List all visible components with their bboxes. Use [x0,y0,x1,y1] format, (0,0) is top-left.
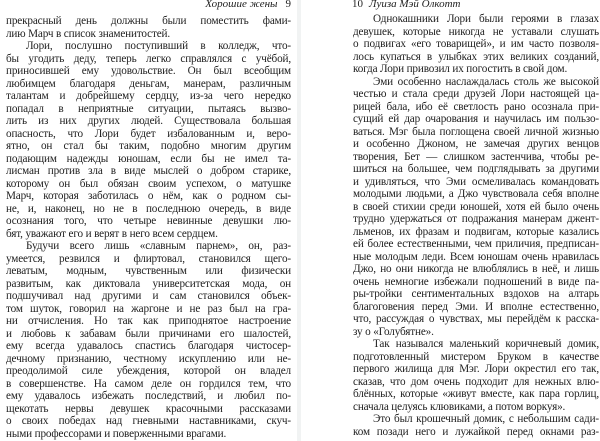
text-line: приносившей ему удовольствие. Он был всеобщим [6,65,291,77]
text-line: благоговения перед Эми. И вполне естественно, [353,300,599,313]
text-line: дечному признанию, честному искуплению или не- [6,352,291,365]
text-line: сначала целуясь клювиками, а потом воркуя». [353,400,566,413]
text-line: преодолимой силе убеждения, которой он владел [6,365,291,377]
text-line: сказав, что дом очень подходит для нежных влю- [353,375,599,388]
text-line: блённых, которые «живут вместе, как пара горлиц, [353,388,599,400]
text-line: ей более естественными, чем приличия, предписан- [353,238,599,250]
text-line: творения, Бет — слишком застенчива, чтобы ре- [353,150,599,163]
text-line: и особенно Джоном, не замечая других венцов [353,138,599,150]
text-line: и любовь к забавам были причинами его шалостей, [6,327,291,340]
text-line: попадал в неприятные ситуации, пытаясь вызво- [6,102,291,115]
text-line: зу о «Голубятне». [353,325,434,338]
page-gutter [297,0,301,441]
text-line: ему всегда удавалось спастись благодаря чистосер- [6,340,291,352]
text-line: Лори, послушно поступивший в колледж, что- [26,40,291,52]
text-line: Будучи всего лишь «славным парнем», он, раз- [26,240,291,252]
text-line: девушек, которые никогда не уставали слушать [353,25,599,38]
text-line: и удивляться, что Эми осмеливалась командовать [353,175,599,188]
text-line: в совершенстве. На самом деле он гордился тем, что [6,377,291,390]
text-line: подающим надежды юношам, если бы не имел та- [6,152,291,165]
text-line: Эми особенно наслаждалась столь же высокой [373,75,599,88]
text-line: лось купаться в улыбках этих великих созданий, [353,50,599,63]
text-line: ными профессорами и поверженными врагами. [6,427,227,440]
right-page-header [352,0,461,10]
text-line: леватым, модным, чувственным или физически [6,265,291,277]
page-number: 9 [285,0,291,10]
text-line: молодыми людьми, а Джо чувствовала себя вполне [353,188,599,200]
text-line: о своих победах над гневными наставниками, скуч- [6,415,291,427]
text-line: ры-тройки сентиментальных вздохов на алтарь [353,288,599,300]
text-line: очень немногие избежали подношений в виде па- [353,275,599,288]
text-line: бы угодить деду, теперь легко справлялся с учёбой, [6,52,291,65]
text-line: лить из них других людей. Существовала большая [6,115,291,127]
text-line: лию Марч в список знаменитостей. [6,27,170,40]
text-line: лисман против зла в виде мыслей о добром старике, [6,165,291,177]
text-line: в своей стихии среди юношей, хотя ей было очень [353,200,599,213]
text-line: льменов, их фразам и подвигам, которые казались [353,225,599,238]
text-line: когда Лори привозил их погостить в свой дом. [353,63,568,75]
text-line: любимцем благодаря деньгам, манерам, различным [6,77,291,90]
text-line: подшучивал над другими и сам становился объек- [6,290,291,302]
text-line: умеется, резвился и флиртовал, становился щего- [6,252,291,265]
right-page-body [353,13,599,438]
text-line: подготовленный мистером Бруком в качестве [353,350,599,363]
text-line: ком позади него и лужайкой перед окнами раз- [353,425,599,438]
text-line: которому он был обязан своим успехом, о матушке [6,177,291,190]
text-line: Так назывался маленький коричневый домик, [373,338,599,350]
left-page-header [205,0,291,10]
running-head: Луиза Мэй Олкотт [369,0,461,10]
running-head: Хорошие жены [205,0,278,10]
text-line: ятно, он стал бы таким, подобно многим другим [6,140,291,152]
text-line: Марч, которая заботилась о нём, как о родном сы- [6,190,291,202]
text-line: сущий ей дар очарования и научилась им пользо- [353,113,599,125]
text-line: честью и стала среди друзей Лори настоящей ца- [353,88,599,100]
left-page-body [6,15,291,440]
text-line: о подвигах «его товарищей», и им часто позволя- [353,38,599,50]
text-line: не, и, наконец, но не в последнюю очередь, в виде [6,202,291,215]
text-line: опасность, что Лори будет избалованным и, веро- [6,127,291,140]
text-line: бят, уважают его и верят в него всем сердцем. [6,227,218,240]
text-line: Джо, но они никогда не влюблялись в неё, и лишь [353,263,599,275]
text-line: первого жилища для Мэг. Лори окрестил его так, [353,363,599,375]
text-line: том шуток, говорил на жаргоне и не раз был на гра- [6,302,291,315]
text-line: Однокашники Лори были героями в глазах [373,13,599,25]
text-line: осознания того, что четыре невинные девушки лю- [6,215,291,227]
text-line: ему удавалось избежать последствий, и любил по- [6,390,291,402]
text-line: талантам и добрейшему сердцу, из-за чего нередко [6,90,291,102]
text-line: развитым, как диктовала университетская мода, он [6,277,291,290]
text-line: Это был крошечный домик, с небольшим сади- [373,413,599,425]
text-line: что, рассуждая о чувствах, мы перейдём к расска- [353,313,599,325]
text-line: ваться. Мэг была поглощена своей личной жизнью [353,125,599,138]
text-line: трудно удержаться от подражания манерам джент- [353,213,599,225]
text-line: шиться на большее, чем подглядывать за другими [353,163,599,175]
text-line: прекрасный день должны были поместить фами- [6,15,291,27]
text-line: ни отчисления. Но так как приподнятое настроение [6,315,291,327]
text-line: щекотать нервы девушек красочными рассказами [6,402,291,415]
text-line: рицей бала, ибо её светлость рано осознала при- [353,100,599,113]
text-line: ные молодым леди. Всем юношам очень нравилась [353,250,599,263]
page-number: 10 [352,0,363,10]
